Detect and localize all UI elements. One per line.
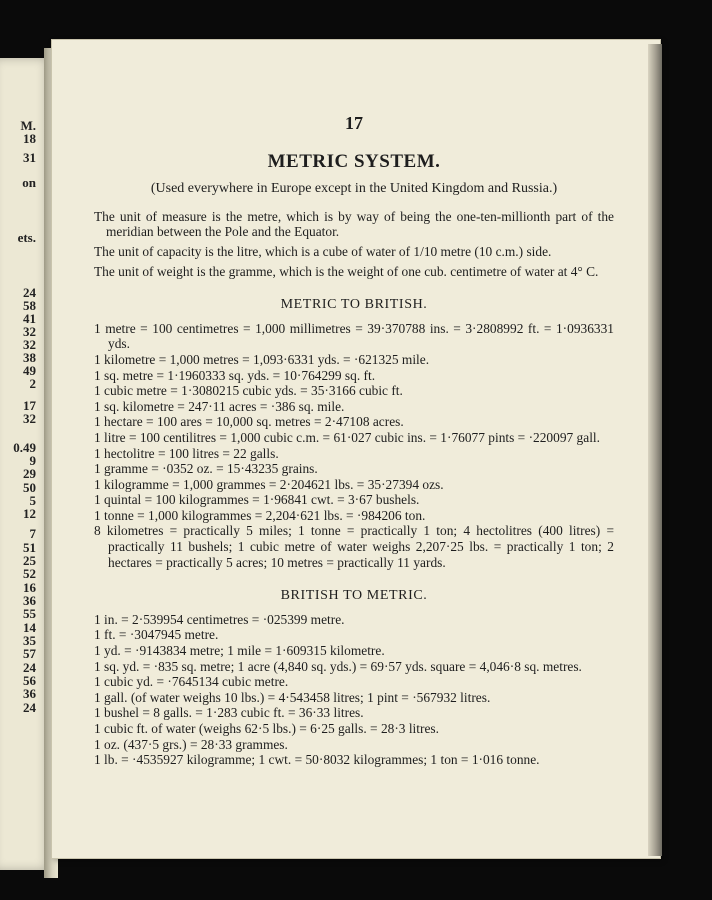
conversion-line: 1 quintal = 100 kilogrammes = 1·96841 cwt. = 3·67 bushels. xyxy=(94,492,420,508)
intro-paragraph: The unit of measure is the metre, which is by way of being the one-ten-millionth part of the meridian between the Pole and the Equator. xyxy=(94,208,614,240)
facing-page-fragment: 12 xyxy=(23,506,36,521)
facing-page-fragment: 36 xyxy=(23,686,36,701)
conversion-line: 1 hectare = 100 ares = 10,000 sq. metres = 2·47108 acres. xyxy=(94,414,404,430)
facing-page-fragment: 9 xyxy=(29,453,36,468)
conversion-line: 1 sq. kilometre = 247·11 acres = ·386 sq. mile. xyxy=(94,398,345,414)
facing-page-fragment: 24 xyxy=(23,285,36,300)
facing-page-fragment: 41 xyxy=(23,311,36,326)
conversion-line: 1 gramme = ·0352 oz. = 15·43235 grains. xyxy=(94,461,318,477)
conversion-line: 1 cubic metre = 1·3080215 cubic yds. = 35·3166 cubic ft. xyxy=(94,383,403,399)
facing-page-fragment: 51 xyxy=(23,540,36,555)
facing-page-fragment: 32 xyxy=(23,337,36,352)
facing-page-fragment: 0.49 xyxy=(13,440,36,455)
section-heading-metric-to-british: METRIC TO BRITISH. xyxy=(280,297,428,313)
facing-page-fragment: 5 xyxy=(29,493,36,508)
conversion-line: 1 metre = 100 centimetres = 1,000 millimetres = 39·370788 ins. = 3·2808992 ft. = 1·0936331 yds. xyxy=(94,320,614,352)
facing-page-fragment: 17 xyxy=(23,398,36,413)
metric-to-british-list xyxy=(94,321,614,571)
facing-page-fragment: 14 xyxy=(23,620,36,635)
conversion-line: 1 ft. = ·3047945 metre. xyxy=(94,627,219,643)
facing-page-fragment: 58 xyxy=(23,298,36,313)
page-title: METRIC SYSTEM. xyxy=(267,150,441,172)
british-to-metric-list xyxy=(94,612,614,768)
conversion-line: 1 kilometre = 1,000 metres = 1,093·6331 yds. = ·621325 mile. xyxy=(94,351,430,367)
conversion-line: 1 cubic ft. of water (weighs 62·5 lbs.) = 6·25 galls. = 28·3 litres. xyxy=(94,721,439,736)
conversion-line: 1 gall. (of water weighs 10 lbs.) = 4·543458 litres; 1 pint = ·567932 litres. xyxy=(94,689,491,705)
conversion-line: 1 in. = 2·539954 centimetres = ·025399 metre. xyxy=(94,611,345,627)
facing-page-fragment: 36 xyxy=(23,593,36,608)
facing-page-fragment: 31 xyxy=(23,150,36,165)
conversion-line: 1 cubic yd. = ·7645134 cubic metre. xyxy=(94,674,289,690)
facing-page-fragment: 32 xyxy=(23,411,36,426)
facing-page-fragment: 50 xyxy=(23,480,36,495)
facing-page-fragment: 35 xyxy=(23,633,36,648)
conversion-line: 1 yd. = ·9143834 metre; 1 mile = 1·609315 kilometre. xyxy=(94,643,385,659)
facing-page-fragment: 49 xyxy=(23,363,36,378)
conversion-line: 1 bushel = 8 galls. = 1·283 cubic ft. = 36·33 litres. xyxy=(94,705,364,721)
page-subtitle: (Used everywhere in Europe except in the United Kingdom and Russia.) xyxy=(150,181,558,197)
page-number: 17 xyxy=(345,113,363,133)
facing-page-fragment: 25 xyxy=(23,553,36,568)
conversion-line: 1 lb. = ·4535927 kilogramme; 1 cwt. = 50·8032 kilogrammes; 1 ton = 1·016 tonne. xyxy=(94,752,540,768)
facing-page-fragment: 2 xyxy=(29,376,36,391)
facing-page-fragment: 24 xyxy=(23,660,36,675)
facing-page-fragment: 32 xyxy=(23,324,36,339)
facing-page-fragment: 29 xyxy=(23,466,36,481)
conversion-line: 8 kilometres = practically 5 miles; 1 tonne = practically 1 ton; 4 hectolitres (400 litres) = practically 11 bushels; 1 cubic metre of water weighs 2,207·25 lbs. = practically 1 ton; 2 hectares = practically 5 acres; 10 metres = practically 11 yards. xyxy=(94,523,614,570)
facing-page-fragment: ets. xyxy=(17,230,36,245)
conversion-line: 1 kilogramme = 1,000 grammes = 2·204621 lbs. = 35·27394 ozs. xyxy=(94,476,444,492)
conversion-line: 1 sq. metre = 1·1960333 sq. yds. = 10·764299 sq. ft. xyxy=(94,367,376,383)
facing-page-fragment: 18 xyxy=(23,131,36,146)
conversion-line: 1 litre = 100 centilitres = 1,000 cubic c.m. = 61·027 cubic ins. = 1·76077 pints = ·220097 gall. xyxy=(94,429,600,445)
conversion-line: 1 sq. yd. = ·835 sq. metre; 1 acre (4,840 sq. yds.) = 69·57 yds. square = 4,046·8 sq. metres. xyxy=(94,658,582,674)
facing-page-fragment: 55 xyxy=(23,606,36,621)
intro-paragraph: The unit of weight is the gramme, which is the weight of one cub. centimetre of water at 4° C. xyxy=(94,263,599,279)
facing-page-fragment: 38 xyxy=(23,350,36,365)
facing-page-fragment: 56 xyxy=(23,673,36,688)
conversion-line: 1 oz. (437·5 grs.) = 28·33 grammes. xyxy=(94,736,288,752)
section-heading-british-to-metric: BRITISH TO METRIC. xyxy=(280,588,428,604)
conversion-line: 1 tonne = 1,000 kilogrammes = 2,204·621 lbs. = ·984206 ton. xyxy=(94,507,426,523)
facing-page-fragment: 7 xyxy=(29,526,36,541)
facing-page-fragment: 16 xyxy=(23,580,36,595)
facing-page-fragment: 24 xyxy=(23,700,36,715)
facing-page-fragment: M. xyxy=(20,118,36,133)
page-content xyxy=(94,90,614,768)
facing-page-fragment: on xyxy=(22,175,36,190)
page-edge xyxy=(648,44,662,856)
facing-page-fragment: 57 xyxy=(23,646,36,661)
intro-paragraph: The unit of capacity is the litre, which is a cube of water of 1/10 metre (10 c.m.) side. xyxy=(94,243,552,259)
facing-page-fragment: 52 xyxy=(23,566,36,581)
conversion-line: 1 hectolitre = 100 litres = 22 galls. xyxy=(94,445,279,461)
